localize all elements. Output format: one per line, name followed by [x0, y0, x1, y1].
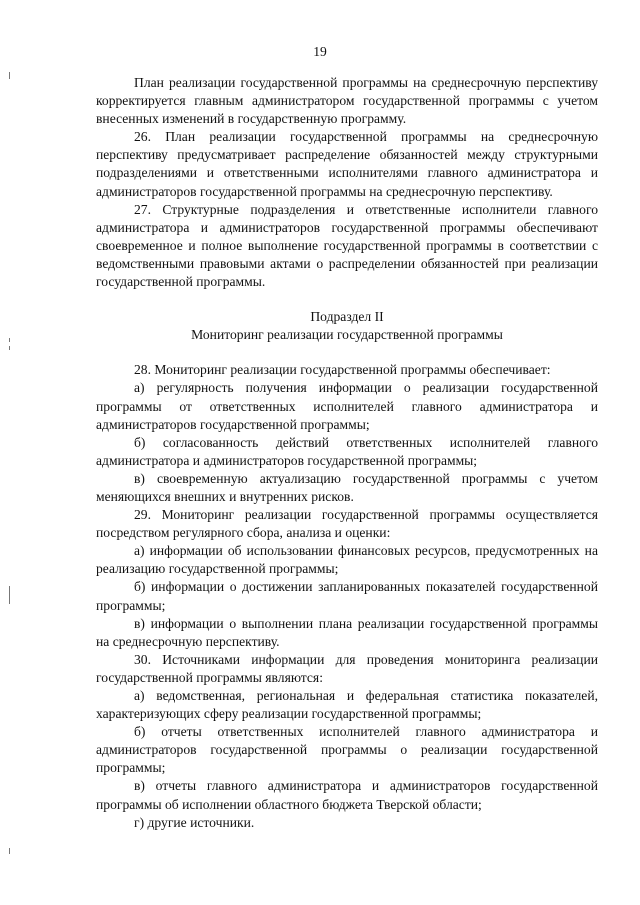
paragraph-30-b: б) отчеты ответственных исполнителей главного администратора и администраторов государственной программы о реализации государственной программы; — [96, 724, 598, 776]
paragraph-26: 26. План реализации государственной программы на среднесрочную перспективу предусматривает распределение обязанностей между структурными подразделениями и ответственными исполнителями главного администратора и администраторов государственной программы на среднесрочную перспективу. — [96, 129, 598, 199]
subsection-title: Мониторинг реализации государственной программы — [191, 327, 503, 343]
paragraph-30: 30. Источниками информации для проведения мониторинга реализации государственной программы являются: — [96, 651, 598, 685]
page-number: 19 — [313, 44, 327, 59]
paragraph-30-c: в) отчеты главного администратора и администраторов государственной программы об исполнении областного бюджета Тверской области; — [96, 778, 598, 812]
paragraph-28: 28. Мониторинг реализации государственной программы обеспечивает: — [134, 362, 551, 378]
scan-edge-mark — [9, 338, 10, 342]
paragraph-28-a: а) регулярность получения информации о реализации государственной программы от ответственных исполнителей главного администратора и администраторов государственной программы; — [96, 380, 598, 432]
paragraph-29-c: в) информации о выполнении плана реализации государственной программы на среднесрочную перспективу. — [96, 615, 598, 649]
subsection-heading — [96, 308, 598, 344]
scan-edge-mark — [9, 346, 10, 350]
paragraph-29-a: а) информации об использовании финансовых ресурсов, предусмотренных на реализацию государственной программы; — [96, 543, 598, 577]
paragraph-28-b: б) согласованность действий ответственных исполнителей главного администратора и администраторов государственной программы; — [96, 434, 598, 468]
subsection-label: Подраздел II — [310, 309, 384, 325]
document-body — [96, 74, 598, 832]
scan-edge-mark — [9, 586, 10, 604]
paragraph-plan-correction: План реализации государственной программы на среднесрочную перспективу корректируется главным администратором государственной программы с учетом внесенных изменений в государственную программу. — [96, 75, 598, 127]
scan-edge-mark — [9, 72, 10, 79]
paragraph-29: 29. Мониторинг реализации государственной программы осуществляется посредством регулярного сбора, анализа и оценки: — [96, 507, 598, 541]
paragraph-29-b: б) информации о достижении запланированных показателей государственной программы; — [96, 579, 598, 613]
paragraph-28-c: в) своевременную актуализацию государственной программы с учетом меняющихся внешних и внутренних рисков. — [96, 470, 598, 504]
paragraph-30-d: г) другие источники. — [134, 814, 255, 830]
paragraph-27: 27. Структурные подразделения и ответственные исполнители главного администратора и администраторов государственной программы обеспечивают своевременное и полное выполнение государственной программы в соответствии с ведомственными правовыми актами о распределении обязанностей при реализации государственной программы. — [96, 201, 598, 290]
paragraph-30-a: а) ведомственная, региональная и федеральная статистика показателей, характеризующих сферу реализации государственной программы; — [96, 688, 598, 722]
scan-edge-mark — [9, 848, 10, 854]
